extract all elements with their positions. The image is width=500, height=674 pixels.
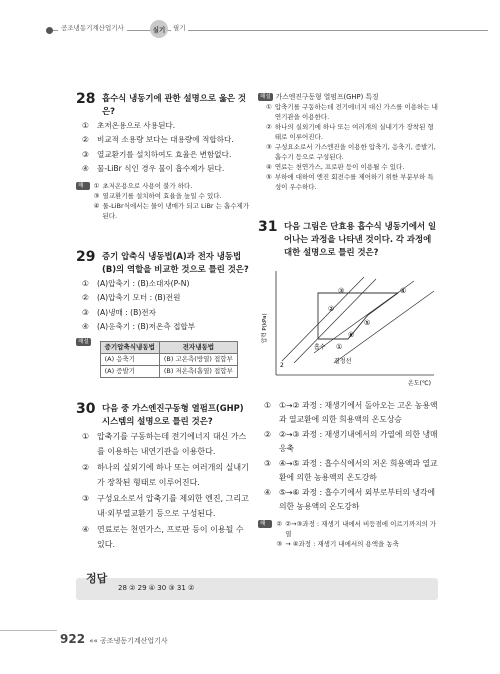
answer-option xyxy=(82,292,250,304)
option-marker: ② xyxy=(82,463,90,472)
option-text: 초저온용으로 사용이 불가 하다. xyxy=(102,182,193,191)
option-text: (A)압축기 모터 : (B)전원 xyxy=(97,293,181,303)
header-title: 공조냉동기계산업기사 xyxy=(58,23,127,32)
explanation-title: 가스엔진구동형 열펌프(GHP) 특징 xyxy=(275,93,379,101)
option-marker: ② xyxy=(82,293,89,303)
option-text: 비교적 소용량 보다는 대용량에 적합하다. xyxy=(97,135,234,145)
question-29 xyxy=(76,250,250,378)
option-text: 압축기를 구동하는데 전기에너지 대신 가스를 이용하는 내연기관을 이용한다. xyxy=(274,103,438,121)
option-marker: ③ xyxy=(264,459,271,469)
option-marker: ⑤ xyxy=(266,173,272,181)
y-axis-label: 압력 P(kPa) xyxy=(262,313,268,343)
option-text: ②→③ 과정 : 재생기내에서의 가열에 의한 냉매 응축 xyxy=(279,430,438,453)
option-marker: ① xyxy=(82,121,89,130)
option-marker: ③ xyxy=(82,149,89,159)
answer-option xyxy=(266,142,438,162)
page-footer xyxy=(60,632,168,646)
question-number: 30 xyxy=(76,401,96,417)
answer-option xyxy=(94,181,250,191)
option-text: 물-LiBr식에서는 물이 냉매가 되고 LiBr 는 흡수제가 된다. xyxy=(102,202,250,221)
explanation-tag: 해설 xyxy=(258,520,272,528)
point-6: ⑥ xyxy=(348,331,355,339)
option-text: ④→⑤ 과정 : 흡수식에서의 저온 희용액과 열교환에 의한 농용액의 온도강하 xyxy=(279,459,438,482)
book-title: «« 공조냉동기계산업기사 xyxy=(89,637,168,645)
option-text: 구성요소로서 압축기를 제외한 엔진, 그리고 내·외부열교환기 등으로 구성된다. xyxy=(97,494,249,518)
point-2: ② xyxy=(328,305,335,313)
table-cell: (A) 증발기 xyxy=(100,366,159,378)
answer-option xyxy=(82,149,250,161)
answer-option xyxy=(276,539,438,549)
option-text: 하나의 실외기에 하나 또는 여러개의 실내기가 장착된 형태로 이루어진다. xyxy=(274,123,434,141)
option-marker: ① xyxy=(264,401,271,411)
point-1: ① xyxy=(336,343,343,351)
option-text: 열교환기를 설치하여도 효율은 변함없다. xyxy=(97,149,232,159)
table-cell: (B) 저온측(흡열) 접합부 xyxy=(159,366,237,378)
answer-option xyxy=(94,201,250,221)
explanation-box xyxy=(76,181,250,221)
option-marker: ④ xyxy=(82,321,89,331)
answer-option xyxy=(264,486,438,513)
point-5: ⑤ xyxy=(364,319,371,327)
header-tail: 필기 xyxy=(173,24,186,32)
answer-option xyxy=(264,428,438,455)
option-marker: ② xyxy=(82,135,89,145)
option-marker: ③ xyxy=(93,192,100,201)
option-text: 부하에 대하여 엔진 회전수를 제어하기 위한 부분부하 특성이 우수하다. xyxy=(274,173,434,191)
answer-option xyxy=(266,162,438,172)
option-text: 압축기를 구동하는데 전기에너지 대신 가스를 이용하는 내연기관을 이용한다. xyxy=(97,432,247,456)
page-number: 922 xyxy=(60,632,86,646)
answer-option xyxy=(82,120,250,132)
explanation-tag: 해설 xyxy=(260,94,271,100)
answer-option xyxy=(82,134,250,146)
option-marker: ② xyxy=(266,123,272,131)
point-3: ③ xyxy=(338,287,345,295)
ghp-explanation xyxy=(258,92,438,192)
option-marker: ③ xyxy=(266,143,272,151)
question-text: 흡수식 냉동기에 관한 설명으로 옳은 것은? xyxy=(102,93,247,116)
explanation-box xyxy=(258,519,438,549)
option-text: ⑤→⑥ 과정 : 흡수기에서 외부로부터의 냉각에 의한 농용액의 온도강하 xyxy=(279,488,436,511)
table-cell: (B) 고온측(방열) 접합부 xyxy=(159,354,237,366)
option-marker: ④ xyxy=(264,488,271,498)
explanation-tag: 해설 xyxy=(76,182,90,190)
question-30 xyxy=(76,402,250,552)
answer-option xyxy=(82,461,250,490)
question-number: 31 xyxy=(258,219,278,235)
option-marker: ② xyxy=(276,520,283,529)
question-text: 증기 압축식 냉동법(A)과 전자 냉동법(B)의 역할을 비교한 것으로 틀린 것은? xyxy=(102,251,249,274)
option-marker: ④ xyxy=(82,163,89,173)
option-text: 구성요소로서 가스엔진을 이용한 압축기, 응축기, 증발기, 흡수기 등으로 구성된다. xyxy=(274,143,436,161)
answer-option xyxy=(94,191,250,201)
option-marker: ① xyxy=(93,182,100,191)
x-axis-label: 온도(℃) xyxy=(408,380,432,387)
question-number: 28 xyxy=(76,91,96,107)
option-text: 하나의 실외기에 하나 또는 여러개의 실내기가 장착된 형태로 이루어진다. xyxy=(97,463,249,487)
table-cell: (A) 응축기 xyxy=(100,354,159,366)
option-marker: ① xyxy=(266,103,272,111)
answer-option xyxy=(276,519,438,539)
option-marker: ④ xyxy=(266,163,272,171)
option-marker: ③ xyxy=(276,540,283,549)
question-number: 29 xyxy=(76,249,96,265)
answer-option xyxy=(264,457,438,484)
header-bullet-icon xyxy=(46,27,53,34)
table-cell: 전자냉동법 xyxy=(159,342,237,354)
option-marker: ① xyxy=(82,432,90,441)
absorption-cycle-diagram xyxy=(258,263,438,393)
question-28 xyxy=(76,92,250,221)
footer-rule xyxy=(0,630,57,646)
option-text: ①→② 과정 : 재생기에서 돌아오는 고온 농용액과 열교환에 의한 희용액의 온도상승 xyxy=(279,401,438,424)
answer-option xyxy=(82,307,250,319)
table-cell: 증기압축식냉동법 xyxy=(100,342,159,354)
option-text: (A)압축기 : (B)소대자(P-N) xyxy=(97,279,190,288)
crystal-line-label: 결정선 xyxy=(334,358,352,365)
option-text: (A)냉매 : (B)전자 xyxy=(97,307,156,317)
answer-option xyxy=(264,399,438,426)
option-marker: ④ xyxy=(82,525,90,534)
option-text: 연료로는 천연가스, 프로판 등이 이용될 수 있다. xyxy=(97,525,244,549)
answer-option xyxy=(82,523,250,552)
option-text: 열교환기를 설치하여 효율을 높일 수 있다. xyxy=(102,192,222,201)
question-31 xyxy=(258,220,438,549)
answer-option xyxy=(82,278,250,290)
answer-option xyxy=(266,102,438,122)
answer-list: 28 ② 29 ④ 30 ③ 31 ② xyxy=(118,584,195,592)
option-marker: ③ xyxy=(82,494,90,503)
answer-option xyxy=(82,492,250,521)
answer-option xyxy=(82,321,250,333)
absorb-label: 흡수 xyxy=(314,344,326,351)
option-marker: ② xyxy=(264,430,271,440)
explanation-tag: 해설 xyxy=(78,339,89,346)
option-text: 초저온용으로 사용된다. xyxy=(97,121,176,130)
question-text: 다음 중 가스엔진구동형 열펌프(GHP)시스템의 설명으로 틀린 것은? xyxy=(102,403,244,426)
page-header xyxy=(0,0,500,60)
option-text: 물-LiBr 식인 경우 물이 흡수제가 된다. xyxy=(97,163,225,173)
point-4: ④ xyxy=(400,287,407,295)
option-text: → ④과정 : 재생기 내에서의 용액을 농축 xyxy=(285,540,399,549)
option-marker: ① xyxy=(82,279,89,288)
answer-option xyxy=(266,122,438,142)
header-badge: 실기 xyxy=(150,20,168,38)
diagram-label: 2 xyxy=(280,362,284,369)
option-marker: ④ xyxy=(93,202,100,211)
answer-option xyxy=(266,172,438,192)
comparison-table xyxy=(100,341,238,378)
option-text: 연료는 천연가스, 프로판 등이 이용될 수 있다. xyxy=(274,163,405,171)
option-marker: ③ xyxy=(82,307,89,317)
option-text: ②→③과정 : 재생기 내에서 비등점에 이르기까지의 가열 xyxy=(285,520,437,539)
answer-option xyxy=(82,163,250,175)
option-text: (A)응축기 : (B)저온측 접합부 xyxy=(97,321,196,331)
answer-label: 정답 xyxy=(86,572,108,585)
question-text: 다음 그림은 단효용 흡수식 냉동기에서 일어나는 과정을 나타낸 것이다. 각 과정에 대한 설명으로 틀린 것은? xyxy=(284,221,437,257)
answer-option xyxy=(82,430,250,459)
